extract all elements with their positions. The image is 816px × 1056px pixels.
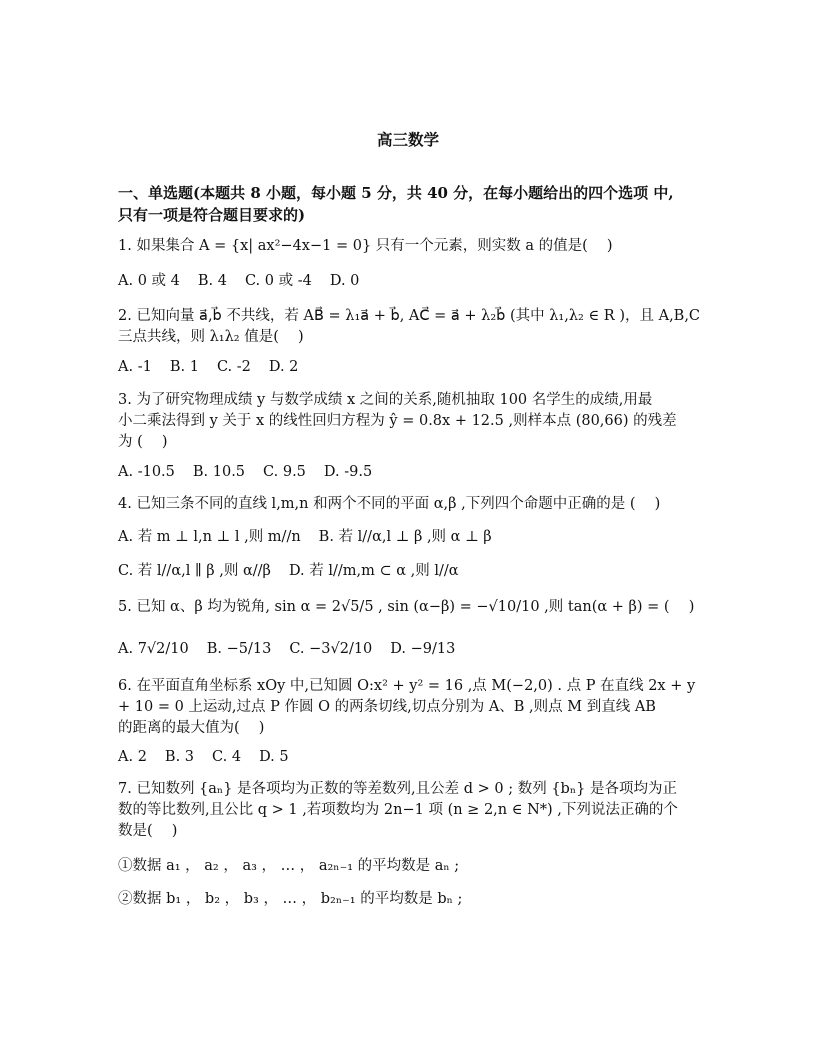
question-3-text-line-2: 小二乘法得到 y 关于 x 的线性回归方程为 ŷ = 0.8x + 12.5 ,则样本点 (80,66) 的残差: [118, 413, 677, 429]
question-3-text-line-1: 3. 为了研究物理成绩 y 与数学成绩 x 之间的关系,随机抽取 100 名学生的成绩,用最: [118, 392, 653, 408]
question-5-text: 5. 已知 α、β 均为锐角, sin α = 2√5/5 , sin (α−β) = −√10/10 ,则 tan(α + β) = ( ): [118, 599, 695, 615]
question-4-text: 4. 已知三条不同的直线 l,m,n 和两个不同的平面 α,β ,下列四个命题中正确的是 ( ): [118, 496, 661, 512]
option-d: D. 0: [329, 273, 360, 289]
question-3-options: [118, 462, 390, 482]
statement-1: ①数据 a₁ ， a₂ ， a₃ ， … ， a₂ₙ₋₁ 的平均数是 aₙ ;: [118, 858, 460, 874]
option-d: D. 若 l//m,m ⊂ α ,则 l//α: [288, 563, 459, 579]
option-b: B. 3: [164, 749, 195, 765]
question-7-text-line-1: 7. 已知数列 {aₙ} 是各项均为正数的等差数列,且公差 d > 0 ; 数列 {bₙ} 是各项均为正: [118, 781, 677, 797]
option-a: A. 若 m ⊥ l,n ⊥ l ,则 m//n: [118, 529, 301, 545]
option-c: C. −3√2/10: [289, 641, 373, 657]
option-c: C. 若 l//α,l ∥ β ,则 α//β: [118, 563, 271, 579]
option-c: C. -2: [216, 359, 251, 375]
question-4-options-row-2: [118, 561, 477, 581]
option-c: C. 0 或 -4: [244, 273, 312, 289]
question-2-text-line-1: 2. 已知向量 a⃗,b⃗ 不共线，若 AB⃗ = λ₁a⃗ + b⃗, AC⃗ = a⃗ + λ₂b⃗ (其中 λ₁,λ₂ ∈ R )，且 A,B,C: [118, 308, 701, 324]
option-b: B. 4: [197, 273, 227, 289]
question-2-options: [118, 357, 316, 377]
section-heading-line-2: 只有一项是符合题目要求的): [118, 206, 306, 224]
question-5-options: [118, 639, 473, 659]
option-a: A. -10.5: [118, 464, 175, 480]
question-6-text-line-1: 6. 在平面直角坐标系 xOy 中,已知圆 O:x² + y² = 16 ,点 M(−2,0) . 点 P 在直线 2x + y: [118, 678, 696, 694]
option-d: D. −9/13: [390, 641, 456, 657]
question-6-options: [118, 747, 307, 767]
statement-2: ②数据 b₁ ， b₂ ， b₃ ， … ， b₂ₙ₋₁ 的平均数是 bₙ ;: [118, 891, 463, 907]
option-a: A. 0 或 4: [118, 273, 180, 289]
option-d: D. 5: [259, 749, 289, 765]
option-a: A. 2: [118, 749, 147, 765]
page-title: 高三数学: [376, 130, 439, 149]
question-3-text-line-3: 为 ( ): [118, 434, 168, 450]
option-a: A. 7√2/10: [118, 641, 189, 657]
question-2-text-line-2: 三点共线，则 λ₁λ₂ 值是( ): [118, 329, 304, 345]
option-c: C. 9.5: [263, 464, 306, 480]
option-b: B. 10.5: [192, 464, 246, 480]
option-b: B. 若 l//α,l ⊥ β ,则 α ⊥ β: [318, 529, 492, 545]
option-d: D. -9.5: [323, 464, 373, 480]
section-heading-line-1: 一、单选题(本题共 8 小题，每小题 5 分，共 40 分，在每小题给出的四个选项 中,: [118, 184, 674, 202]
option-c: C. 4: [212, 749, 242, 765]
question-7-text-line-3: 数是( ): [118, 823, 178, 839]
question-1-options: [118, 271, 377, 291]
question-1-text: 1. 如果集合 A = {x| ax²−4x−1 = 0} 只有一个元素，则实数 a 的值是( ): [118, 238, 613, 254]
question-7-text-line-2: 数的等比数列,且公比 q > 1 ,若项数均为 2n−1 项 (n ≥ 2,n ∈ N*) ,下列说法正确的个: [118, 802, 678, 818]
question-6-text-line-2: + 10 = 0 上运动,过点 P 作圆 O 的两条切线,切点分别为 A、B ,则点 M 到直线 AB: [118, 699, 656, 715]
option-b: B. 1: [169, 359, 199, 375]
question-6-text-line-3: 的距离的最大值为( ): [118, 720, 265, 736]
option-b: B. −5/13: [206, 641, 272, 657]
option-d: D. 2: [268, 359, 299, 375]
question-4-options-row-1: [118, 527, 510, 547]
option-a: A. -1: [118, 359, 152, 375]
